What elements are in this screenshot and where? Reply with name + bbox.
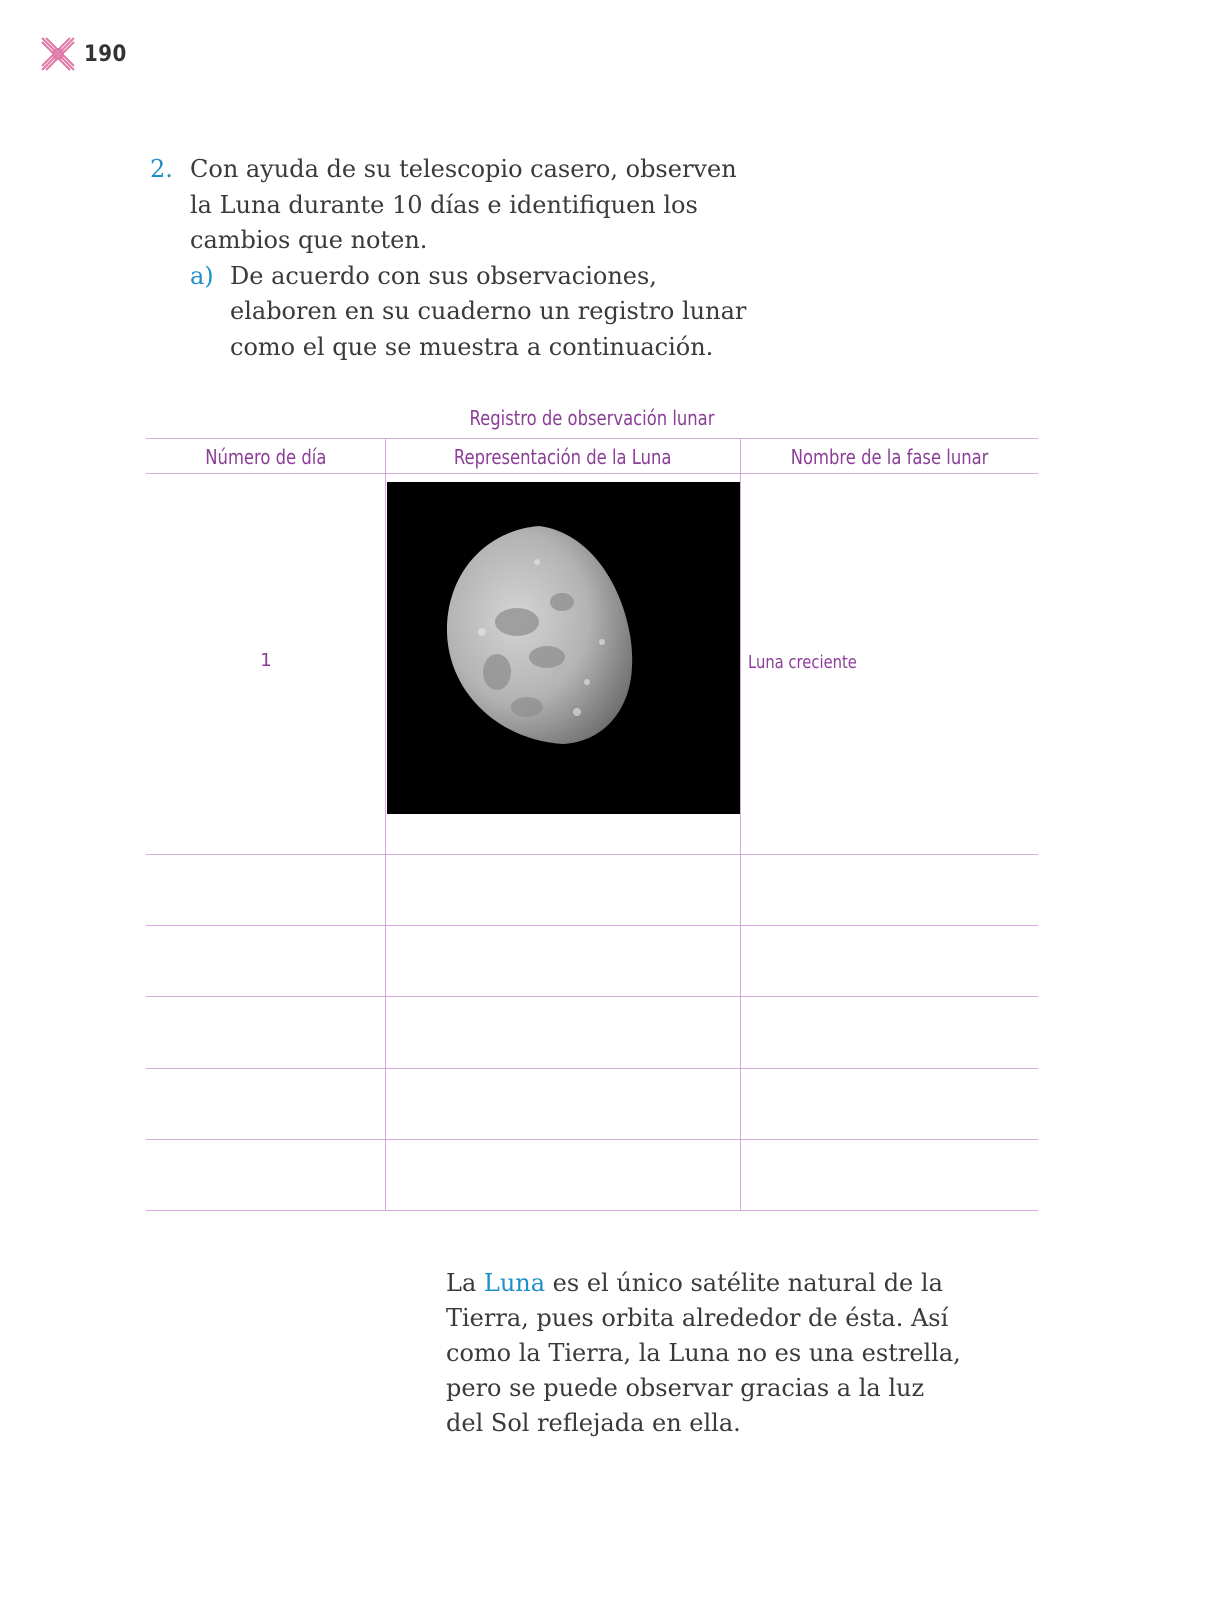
table-rule (146, 1139, 1038, 1140)
activity-instructions (150, 152, 790, 365)
header-phase (741, 441, 1038, 473)
table-rule (146, 996, 1038, 997)
activity-subitem (190, 259, 790, 366)
row-phase-value: Luna creciente (748, 652, 857, 673)
note-text: es el único satélite natural de la (545, 1269, 943, 1297)
item-text (190, 152, 737, 259)
note-line: pero se puede observar gracias a la luz (446, 1374, 925, 1402)
table-rule (146, 925, 1038, 926)
moon-photo (387, 482, 740, 814)
table-rule (146, 1210, 1038, 1211)
item-line: la Luna durante 10 días e identifiquen los (190, 190, 698, 219)
subitem-line: como el que se muestra a continuación. (230, 332, 714, 361)
table-rule (146, 1068, 1038, 1069)
header-phase-label: Nombre de la fase lunar (790, 445, 989, 469)
note-line: como la Tierra, la Luna no es una estrella, (446, 1339, 961, 1367)
table-rule (146, 473, 1038, 474)
header-day-label: Número de día (204, 445, 327, 469)
subitem-label: a) (190, 261, 214, 290)
subitem-text (230, 259, 746, 366)
header-day (146, 441, 385, 473)
note-text: La (446, 1269, 484, 1297)
table-rule (146, 438, 1038, 439)
moon-note (446, 1266, 1006, 1441)
subitem-line: elaboren en su cuaderno un registro lunar (230, 297, 747, 325)
table-column-divider (740, 438, 741, 1211)
page-header (40, 36, 127, 72)
item-line: Con ayuda de su telescopio casero, observen (190, 155, 737, 183)
table-rule (146, 854, 1038, 855)
ornament-icon (40, 36, 76, 72)
note-line: Tierra, pues orbita alrededor de ésta. Así (446, 1304, 949, 1332)
subitem-line: De acuerdo con sus observaciones, (230, 261, 657, 290)
note-term-luna: Luna (483, 1269, 546, 1297)
header-representation (386, 441, 740, 473)
page-number: 190 (84, 41, 127, 67)
note-line: del Sol reflejada en ella. (446, 1409, 741, 1437)
table-column-divider (385, 438, 386, 1211)
item-number: 2. (150, 155, 173, 183)
row-day-value: 1 (260, 650, 272, 671)
table-title: Registro de observación lunar (469, 406, 715, 430)
activity-item (150, 152, 790, 259)
header-representation-label: Representación de la Luna (454, 445, 672, 469)
item-line: cambios que noten. (190, 226, 428, 254)
note-line (446, 1266, 1006, 1301)
